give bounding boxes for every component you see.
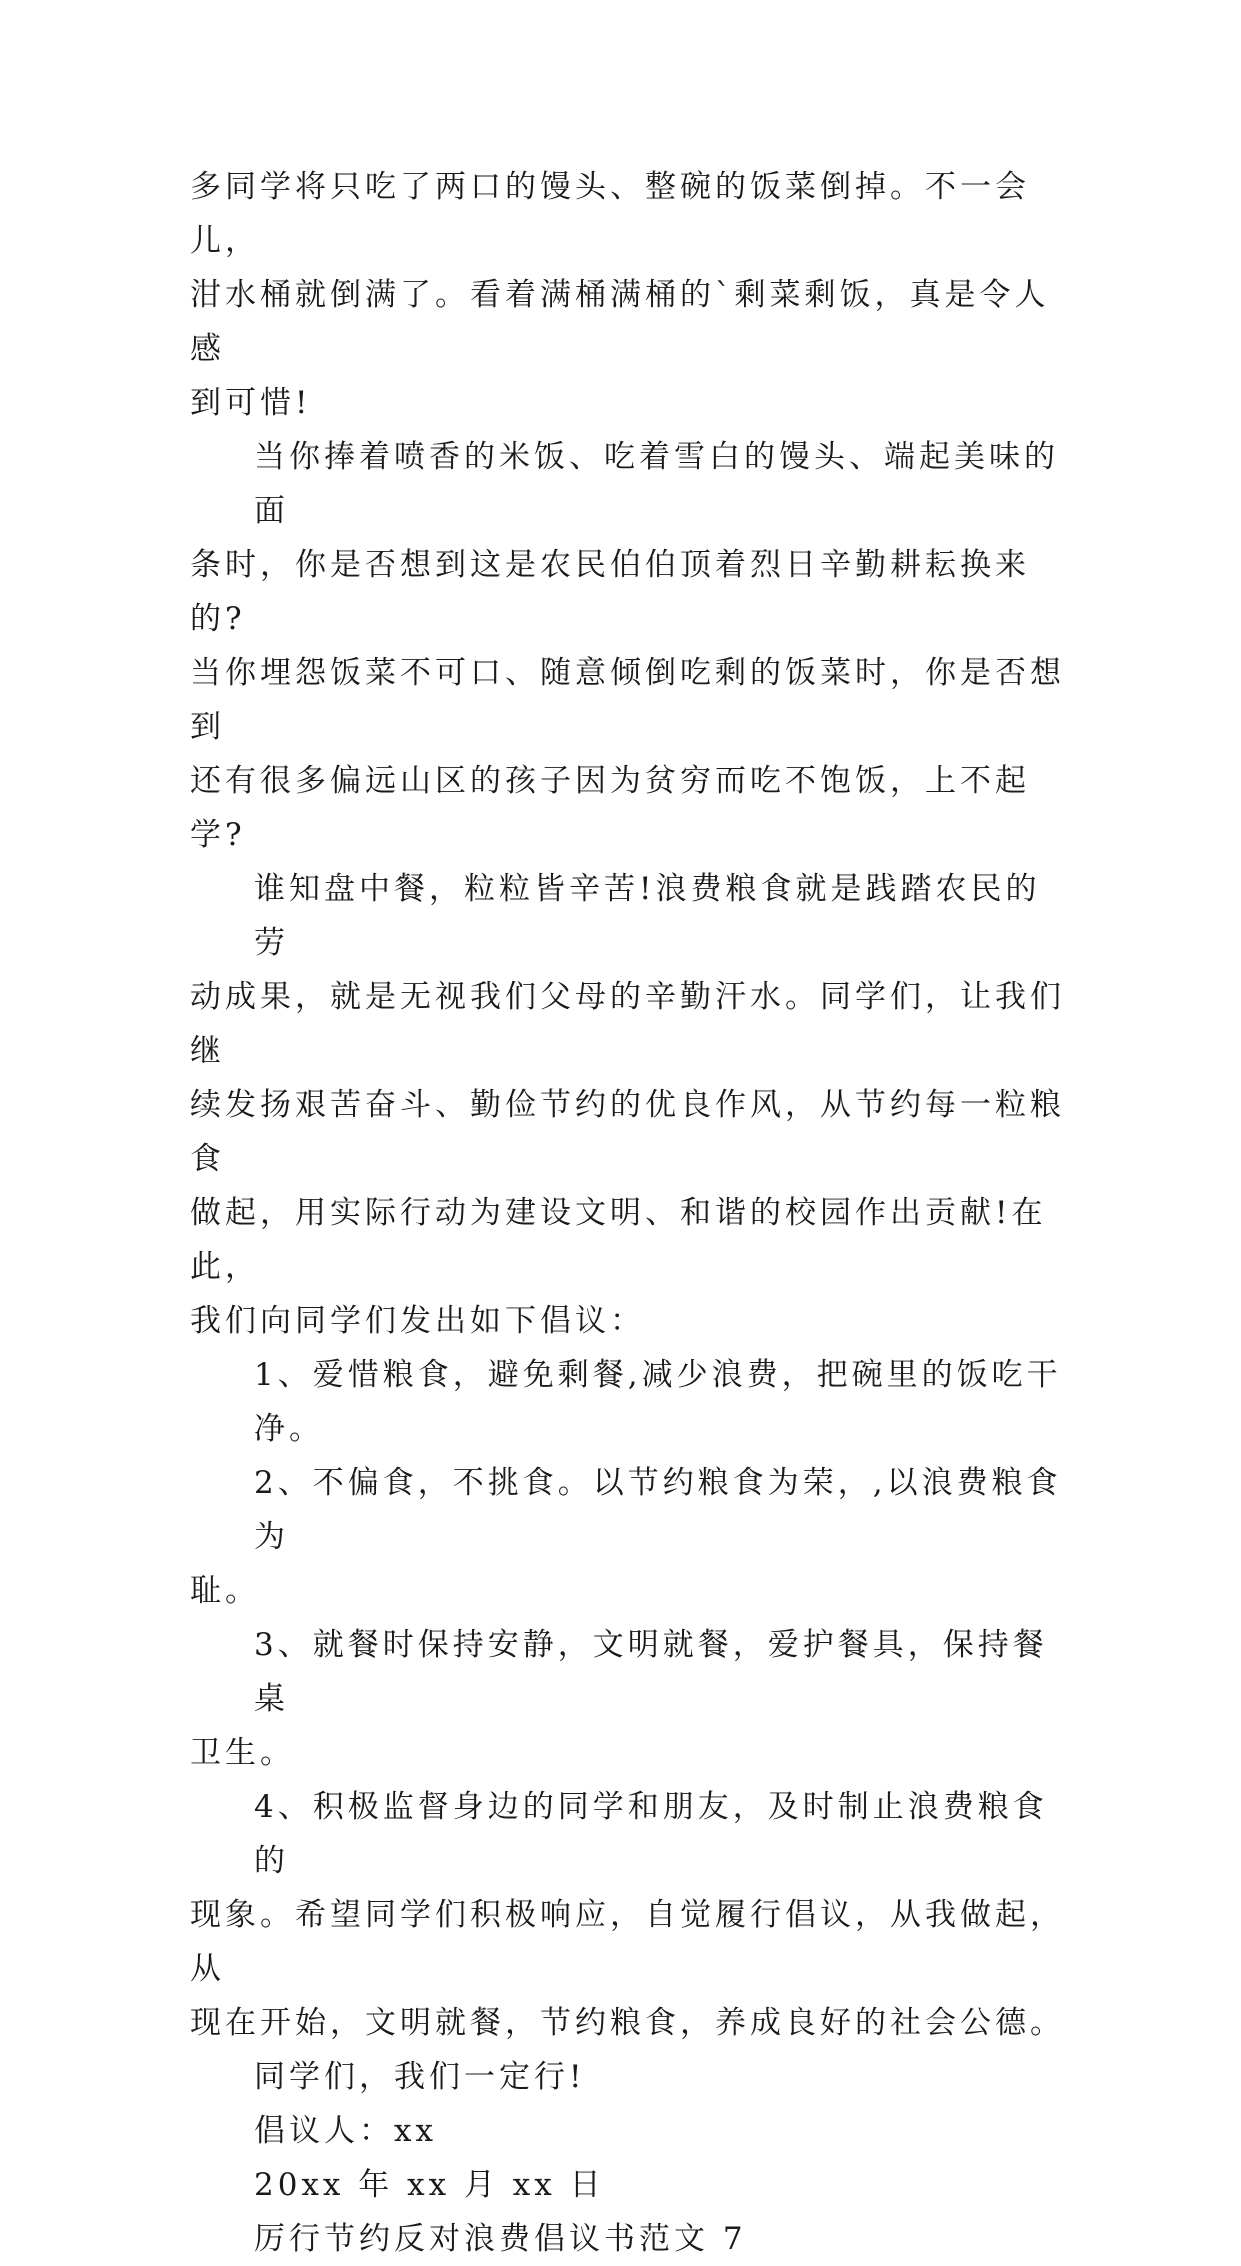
date-line [190,2158,1070,2212]
text-line: 厉行节约反对浪费倡议书范文 7 [254,2221,747,2257]
signer-line [190,2104,1070,2158]
proposal-item-1 [190,1348,1070,1456]
text-line: 到可惜! [190,385,312,421]
text-line: 我们向同学们发出如下倡议： [190,1303,645,1339]
closing-line [190,2050,1070,2104]
text-line: 还有很多偏远山区的孩子因为贫穷而吃不饱饭，上不起学? [190,763,1030,853]
text-line: 20xx 年 xx 月 xx 日 [254,2167,605,2203]
text-line: 耻。 [190,1573,260,1609]
paragraph-call-to-action [190,862,1070,1348]
text-line: 动成果，就是无视我们父母的辛勤汗水。同学们，让我们继 [190,979,1065,1069]
text-line: 现象。希望同学们积极响应，自觉履行倡议，从我做起，从 [190,1897,1065,1987]
proposal-item-4 [190,1780,1070,2050]
text-line: 1、爱惜粮食，避免剩餐,减少浪费，把碗里的饭吃干净。 [254,1357,1062,1447]
text-line: 3、就餐时保持安静，文明就餐，爱护餐具，保持餐桌 [254,1627,1048,1717]
text-line: 卫生。 [190,1735,295,1771]
paragraph-continuation [190,160,1070,430]
proposal-item-2 [190,1456,1070,1618]
paragraph-reflection [190,430,1070,862]
text-line: 谁知盘中餐，粒粒皆辛苦!浪费粮食就是践踏农民的劳 [254,871,1041,961]
text-line: 4、积极监督身边的同学和朋友，及时制止浪费粮食的 [254,1789,1048,1879]
next-section-title [190,2212,1070,2266]
text-line: 同学们，我们一定行! [254,2059,586,2095]
text-line: 当你埋怨饭菜不可口、随意倾倒吃剩的饭菜时，你是否想到 [190,655,1065,745]
text-line: 续发扬艰苦奋斗、勤俭节约的优良作风，从节约每一粒粮食 [190,1087,1065,1177]
text-line: 2、不偏食，不挑食。以节约粮食为荣，,以浪费粮食为 [254,1465,1062,1555]
text-line: 多同学将只吃了两口的馒头、整碗的饭菜倒掉。不一会儿， [190,169,1030,259]
text-line: 做起，用实际行动为建设文明、和谐的校园作出贡献!在此， [190,1195,1047,1285]
proposal-item-3 [190,1618,1070,1780]
text-line: 倡议人：xx [254,2113,437,2149]
text-line: 条时，你是否想到这是农民伯伯顶着烈日辛勤耕耘换来的? [190,547,1030,637]
document-body [190,160,1070,2266]
text-line: 泔水桶就倒满了。看着满桶满桶的`剩菜剩饭，真是令人感 [190,277,1050,367]
text-line: 现在开始，文明就餐，节约粮食，养成良好的社会公德。 [190,2005,1065,2041]
text-line: 当你捧着喷香的米饭、吃着雪白的馒头、端起美味的面 [254,439,1059,529]
